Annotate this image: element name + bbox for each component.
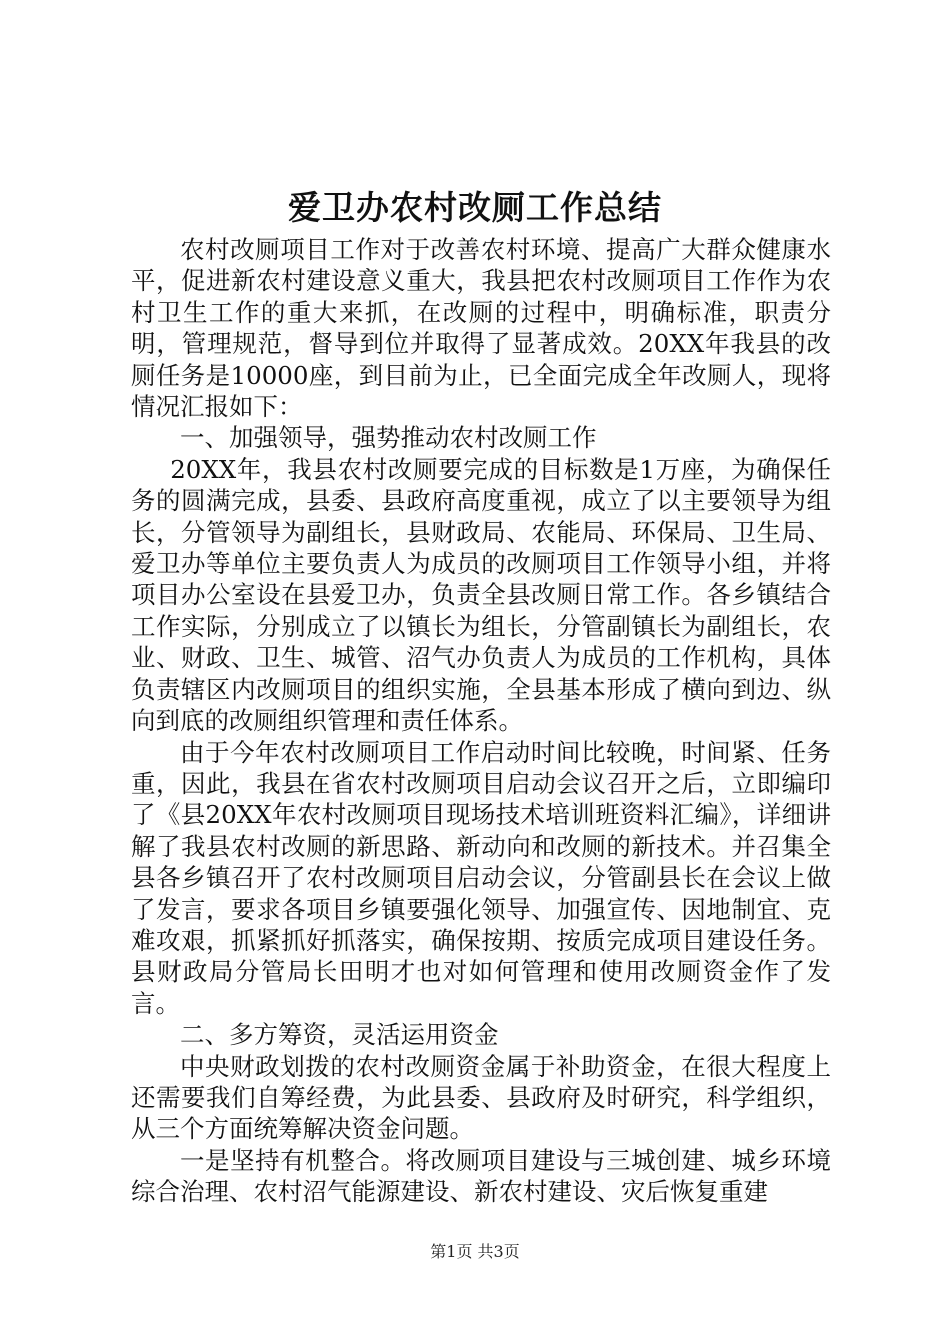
paragraph-launch: 由于今年农村改厕项目工作启动时间比较晚，时间紧、任务重，因此，我县在省农村改厕项目启动会议召开之后，立即编印了《县20XX年农村改厕项目现场技术培训班资料汇编》，详细讲解了我县农村改厕的新思路、新动向和改厕的新技术。并召集全县各乡镇召开了农村改厕项目启动会议，分管副县长在会议上做了发言，要求各项目乡镇要强化领导、加强宣传、因地制宜、克难攻艰，抓紧抓好抓落实，确保按期、按质完成项目建设任务。县财政局分管局长田明才也对如何管理和使用改厕资金作了发言。 <box>131 737 831 1018</box>
paragraph-leadership: 20XX年，我县农村改厕要完成的目标数是1万座，为确保任务的圆满完成，县委、县政府高度重视，成立了以主要领导为组长，分管领导为副组长，县财政局、农能局、环保局、卫生局、爱卫办等单位主要负责人为成员的改厕项目工作领导小组，并将项目办公室设在县爱卫办，负责全县改厕日常工作。各乡镇结合工作实际，分别成立了以镇长为组长，分管副镇长为副组长，农业、财政、卫生、城管、沼气办负责人为成员的工作机构，具体负责辖区内改厕项目的组织实施，全县基本形成了横向到边、纵向到底的改厕组织管理和责任体系。 <box>131 454 831 736</box>
document-title: 爱卫办农村改厕工作总结 <box>288 188 662 227</box>
document-body <box>131 234 831 1208</box>
section-heading-2: 二、多方筹资，灵活运用资金 <box>180 1020 499 1050</box>
paragraph-intro: 农村改厕项目工作对于改善农村环境、提高广大群众健康水平，促进新农村建设意义重大，我县把农村改厕项目工作作为农村卫生工作的重大来抓，在改厕的过程中，明确标准，职责分明，管理规范，督导到位并取得了显著成效。20XX年我县的改厕任务是10000座，到目前为止，已全面完成全年改厕人，现将情况汇报如下： <box>131 235 831 422</box>
page-number-footer: 第1页 共3页 <box>430 1242 520 1261</box>
paragraph-funding: 中央财政划拨的农村改厕资金属于补助资金，在很大程度上还需要我们自筹经费，为此县委、县政府及时研究，科学组织，从三个方面统筹解决资金问题。 <box>131 1051 831 1144</box>
paragraph-integration: 一是坚持有机整合。将改厕项目建设与三城创建、城乡环境综合治理、农村沼气能源建设、新农村建设、灾后恢复重建 <box>131 1145 831 1207</box>
section-heading-1: 一、加强领导，强势推动农村改厕工作 <box>180 423 597 453</box>
